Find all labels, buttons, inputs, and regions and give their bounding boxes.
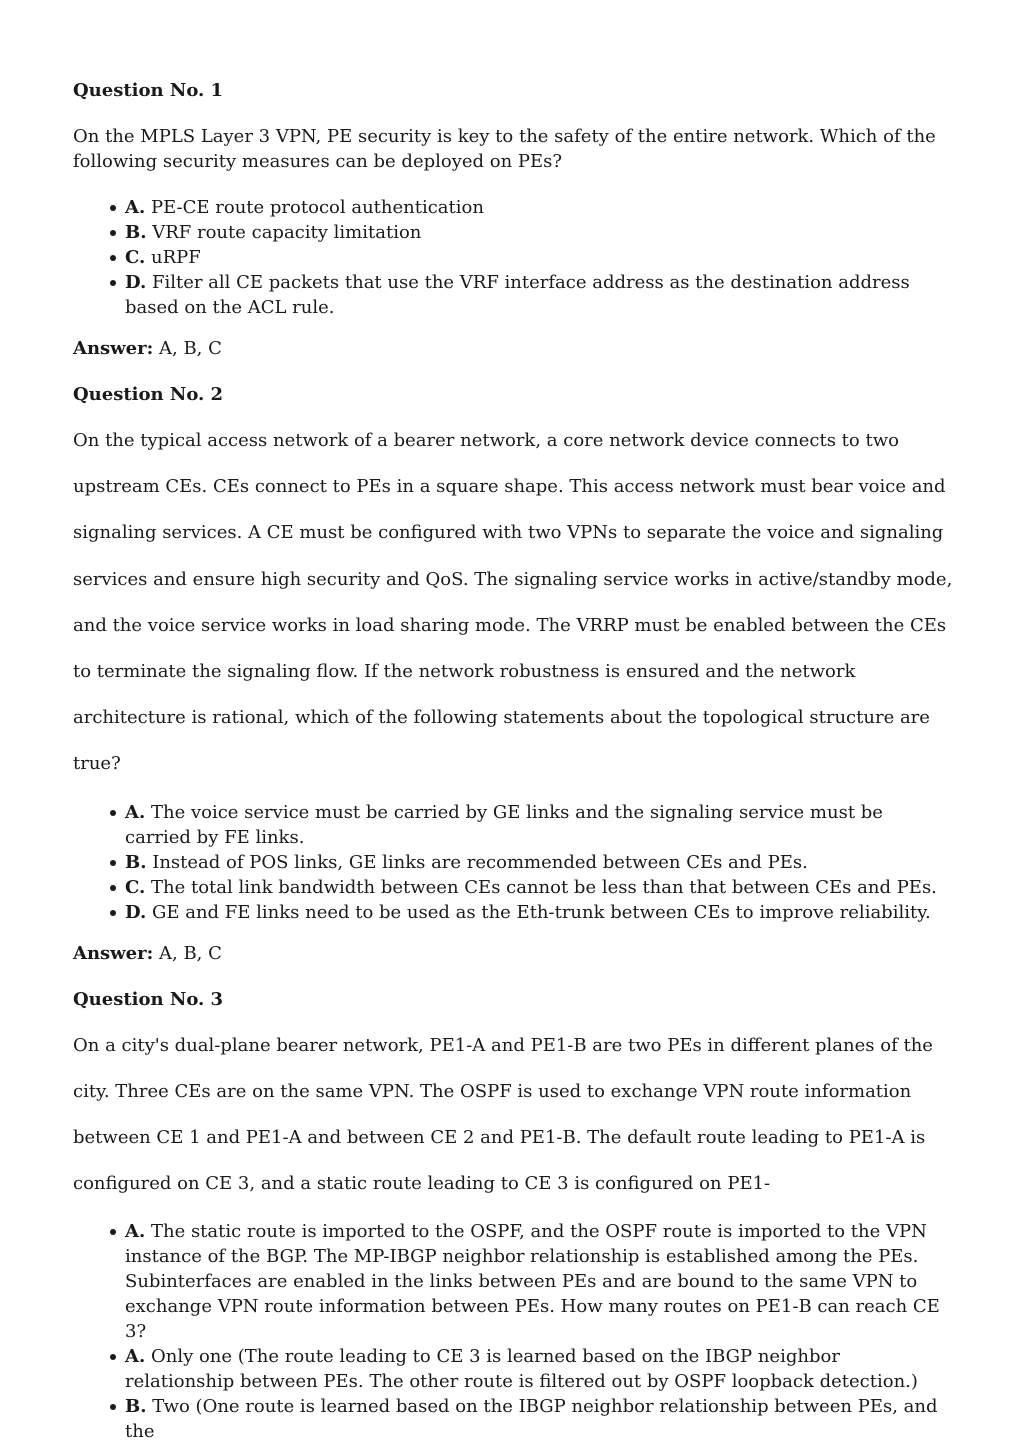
answer-line: [73, 941, 954, 966]
option-letter: A.: [125, 1346, 146, 1368]
option-text: PE-CE route protocol authentication: [150, 197, 484, 218]
option-item: [125, 245, 954, 270]
option-text: VRF route capacity limitation: [152, 222, 422, 243]
question-2: [73, 382, 954, 966]
option-item: [125, 1344, 954, 1394]
option-letter: B.: [125, 222, 147, 243]
question-stem: On the MPLS Layer 3 VPN, PE security is key to the safety of the entire network. Which of the following security measures can be deployed on PEs?: [73, 126, 936, 172]
option-text: GE and FE links need to be used as the Eth-trunk between CEs to improve reliability.: [151, 901, 931, 923]
option-text: The voice service must be carried by GE links and the signaling service must be carried by FE links.: [125, 801, 883, 848]
option-text: Two (One route is learned based on the IBGP neighbor relationship between PEs, and the: [125, 1396, 938, 1443]
question-1: [73, 78, 954, 361]
question-title: Question No. 2: [73, 384, 224, 405]
option-item: [125, 220, 954, 245]
option-item: [125, 850, 954, 875]
question-3: [73, 987, 954, 1445]
option-letter: D.: [125, 901, 147, 923]
option-letter: B.: [125, 851, 147, 873]
option-letter: C.: [125, 247, 146, 268]
option-item: [125, 875, 954, 900]
question-title: Question No. 1: [73, 80, 224, 101]
option-item: [125, 1394, 954, 1444]
option-text: Instead of POS links, GE links are recommended between CEs and PEs.: [152, 851, 808, 873]
option-letter: A.: [125, 197, 146, 218]
option-letter: A.: [125, 1221, 146, 1243]
question-title: Question No. 3: [73, 988, 224, 1010]
option-text: uRPF: [151, 247, 201, 268]
option-letter: C.: [125, 876, 146, 898]
answer-label: Answer:: [73, 942, 154, 964]
option-list: [73, 1219, 954, 1444]
option-letter: A.: [125, 801, 146, 823]
option-text: The static route is imported to the OSPF, and the OSPF route is imported to the VPN instance of the BGP. The MP-IBGP neighbor relationship is established among the PEs. Subinterfaces are enabled in the links between PEs and are bound to the same VPN to exchange VPN route information between PEs. How many routes on PE1-B can reach CE 3?: [125, 1221, 940, 1343]
option-text: The total link bandwidth between CEs cannot be less than that between CEs and PEs.: [151, 876, 937, 898]
option-text: Only one (The route leading to CE 3 is learned based on the IBGP neighbor relationship between PEs. The other route is filtered out by OSPF loopback detection.): [125, 1346, 918, 1393]
option-letter: D.: [125, 272, 147, 293]
answer-label: Answer:: [73, 338, 154, 359]
option-list: [73, 800, 954, 925]
answer-line: [73, 336, 954, 361]
question-stem: On the typical access network of a bearer network, a core network device connects to two upstream CEs. CEs connect to PEs in a square shape. This access network must bear voice and signaling services. A CE must be configured with two VPNs to separate the voice and signaling services and ensure high security and QoS. The signaling service works in active/standby mode, and the voice service works in load sharing mode. The VRRP must be enabled between the CEs to terminate the signaling flow. If the network robustness is ensured and the network architecture is rational, which of the following statements about the topological structure are true?: [73, 430, 953, 775]
answer-value: A, B, C: [159, 338, 222, 359]
answer-value: A, B, C: [159, 942, 222, 964]
option-letter: B.: [125, 1396, 147, 1418]
question-stem: On a city's dual-plane bearer network, PE1-A and PE1-B are two PEs in different planes of the city. Three CEs are on the same VPN. The OSPF is used to exchange VPN route information between CE 1 and PE1-A and between CE 2 and PE1-B. The default route leading to PE1-A is configured on CE 3, and a static route leading to CE 3 is configured on PE1-: [73, 1034, 933, 1195]
option-item: [125, 1219, 954, 1344]
option-item: [125, 270, 954, 320]
option-item: [125, 195, 954, 220]
option-item: [125, 800, 954, 850]
option-item: [125, 900, 954, 925]
option-text: Filter all CE packets that use the VRF interface address as the destination address based on the ACL rule.: [125, 272, 910, 318]
option-list: [73, 195, 954, 320]
